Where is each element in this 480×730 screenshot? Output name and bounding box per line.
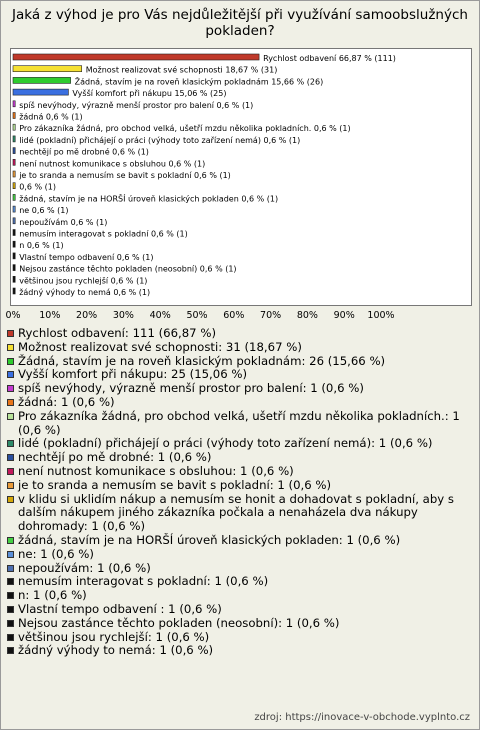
legend-label: Rychlost odbavení: 111 (66,87 %) xyxy=(18,326,217,340)
bar-label-7: Pro zákazníka žádná, pro obchod velká, ušetří mzdu několika pokladních. 0,6 % (1) xyxy=(19,124,351,134)
bar-8 xyxy=(13,136,15,142)
x-axis xyxy=(0,310,480,324)
bar-label-2: Možnost realizovat své schopnosti 18,67 % (31) xyxy=(85,65,278,75)
legend-label: Vlastní tempo odbavení : 1 (0,6 %) xyxy=(18,601,222,616)
legend-label: žádný výhody to nemá: 1 (0,6 %) xyxy=(18,643,214,658)
legend-label: žádná: 1 (0,6 %) xyxy=(18,394,115,409)
x-tick-label: 60% xyxy=(223,310,245,321)
bar-4 xyxy=(13,89,68,95)
legend-label: n: 1 (0,6 %) xyxy=(18,588,87,603)
legend-item xyxy=(7,382,472,396)
legend-item xyxy=(7,603,472,617)
bar-5 xyxy=(13,101,15,107)
legend-label: spíš nevýhody, výrazně menší prostor pro balení: 1 (0,6 %) xyxy=(18,381,364,396)
legend-item xyxy=(7,341,472,355)
legend-label: je to sranda a nemusím se bavit s pokladní: 1 (0,6 %) xyxy=(18,477,332,492)
legend-item xyxy=(7,355,472,369)
legend-label: většinou jsou rychlejší: 1 (0,6 %) xyxy=(18,629,210,644)
bar-label-3: Žádná, stavím je na roveň klasickým pokladnám 15,66 % (26) xyxy=(74,77,324,87)
bar-13 xyxy=(13,194,15,200)
legend-label: Možnost realizovat své schopnosti: 31 (18,67 %) xyxy=(18,339,302,354)
bar-19 xyxy=(13,265,15,271)
legend-label: v klidu si uklidím nákup a nemusím se honit a dohadovat s pokladní, aby s dalším nákupem jiného zákazníka počkala a nenaházela dva nákupy dohromady: 1 (0,6 %) xyxy=(18,491,454,534)
bar-label-14: ne 0,6 % (1) xyxy=(19,206,69,216)
legend xyxy=(7,327,472,658)
legend-item xyxy=(7,589,472,603)
source-note: zdroj: https://inovace-v-obchode.vyplnto.cz xyxy=(254,712,470,723)
legend-label: Žádná, stavím je na roveň klasickým pokladnám: 26 (15,66 %) xyxy=(18,353,386,368)
legend-item xyxy=(7,451,472,465)
bar-label-1: Rychlost odbavení 66,87 % (111) xyxy=(263,54,396,63)
bar-label-20: většinou jsou rychlejší 0,6 % (1) xyxy=(19,276,148,286)
bar-18 xyxy=(13,253,15,259)
bar-20 xyxy=(13,276,15,282)
bar-label-6: žádná 0,6 % (1) xyxy=(19,112,83,122)
bar-label-21: žádný výhody to nemá 0,6 % (1) xyxy=(19,288,151,297)
legend-swatch xyxy=(7,537,14,544)
legend-label: lidé (pokladní) přichájejí o práci (výhody toto zařízení nemá): 1 (0,6 %) xyxy=(18,436,433,451)
legend-swatch xyxy=(7,592,14,599)
legend-swatch xyxy=(7,358,14,365)
legend-swatch xyxy=(7,496,14,503)
bar-14 xyxy=(13,206,15,212)
bar-3 xyxy=(13,77,71,83)
legend-item xyxy=(7,534,472,548)
legend-swatch xyxy=(7,371,14,378)
legend-label: nemusím interagovat s pokladní: 1 (0,6 %) xyxy=(18,574,269,589)
x-tick-label: 80% xyxy=(296,310,318,321)
legend-item xyxy=(7,631,472,645)
legend-swatch xyxy=(7,620,14,627)
bar-17 xyxy=(13,241,15,247)
bar-label-9: nechtějí po mě drobné 0,6 % (1) xyxy=(19,147,149,157)
x-tick-label: 90% xyxy=(333,310,355,321)
bar-label-19: Nejsou zastánce těchto pokladen (neosobní) 0,6 % (1) xyxy=(19,264,237,274)
legend-item xyxy=(7,479,472,493)
legend-swatch xyxy=(7,330,14,337)
legend-swatch xyxy=(7,565,14,572)
legend-item xyxy=(7,437,472,451)
legend-item xyxy=(7,327,472,341)
legend-item xyxy=(7,493,472,534)
bar-label-18: Vlastní tempo odbavení 0,6 % (1) xyxy=(19,252,154,262)
bar-11 xyxy=(13,171,15,177)
bar-label-5: spíš nevýhody, výrazně menší prostor pro balení 0,6 % (1) xyxy=(19,100,254,110)
bar-label-4: Vyšší komfort při nákupu 15,06 % (25) xyxy=(72,89,227,99)
bar-16 xyxy=(13,230,15,236)
bar-label-12: 0,6 % (1) xyxy=(19,182,56,192)
legend-label: není nutnost komunikace s obsluhou: 1 (0,6 %) xyxy=(18,463,294,478)
bar-15 xyxy=(13,218,15,224)
bar-7 xyxy=(13,124,15,130)
legend-item xyxy=(7,368,472,382)
legend-item xyxy=(7,465,472,479)
x-tick-label: 10% xyxy=(39,310,61,321)
legend-swatch xyxy=(7,578,14,585)
x-tick-label: 100% xyxy=(367,310,395,321)
bar-label-13: žádná, stavím je na HORŠÍ úroveň klasických pokladen 0,6 % (1) xyxy=(19,194,279,204)
legend-swatch xyxy=(7,634,14,641)
legend-label: Vyšší komfort při nákupu: 25 (15,06 %) xyxy=(18,367,248,382)
bar-label-11: je to sranda a nemusím se bavit s pokladní 0,6 % (1) xyxy=(19,171,231,180)
bar-10 xyxy=(13,159,15,165)
legend-swatch xyxy=(7,385,14,392)
legend-swatch xyxy=(7,606,14,613)
legend-swatch xyxy=(7,482,14,489)
bar-2 xyxy=(13,66,82,72)
legend-swatch xyxy=(7,440,14,447)
legend-swatch xyxy=(7,647,14,654)
bars-svg xyxy=(11,49,471,305)
bar-9 xyxy=(13,148,15,154)
bar-label-17: n 0,6 % (1) xyxy=(19,241,64,251)
legend-item xyxy=(7,410,472,438)
legend-item xyxy=(7,396,472,410)
legend-label: Nejsou zastánce těchto pokladen (neosobní): 1 (0,6 %) xyxy=(18,615,340,630)
legend-label: Pro zákazníka žádná, pro obchod velká, ušetří mzdu několika pokladních.: 1 (0,6 %) xyxy=(18,408,460,437)
bar-label-16: nemusím interagovat s pokladní 0,6 % (1) xyxy=(19,229,188,239)
chart-title: Jaká z výhod je pro Vás nejdůležitější při využívání samoobslužných pokladen? xyxy=(12,7,468,39)
bar-label-10: není nutnost komunikace s obsluhou 0,6 % (1) xyxy=(19,159,206,169)
bar-6 xyxy=(13,113,15,119)
x-tick-label: 30% xyxy=(112,310,134,321)
legend-item xyxy=(7,644,472,658)
x-tick-label: 50% xyxy=(186,310,208,321)
legend-label: nepoužívám: 1 (0,6 %) xyxy=(18,560,151,575)
legend-swatch xyxy=(7,344,14,351)
legend-label: žádná, stavím je na HORŠÍ úroveň klasických pokladen: 1 (0,6 %) xyxy=(18,532,401,547)
legend-item xyxy=(7,617,472,631)
legend-label: ne: 1 (0,6 %) xyxy=(18,546,94,561)
legend-label: nechtějí po mě drobné: 1 (0,6 %) xyxy=(18,450,212,465)
x-tick-label: 0% xyxy=(5,310,21,321)
x-tick-label: 20% xyxy=(76,310,98,321)
legend-swatch xyxy=(7,399,14,406)
legend-swatch xyxy=(7,551,14,558)
legend-swatch xyxy=(7,413,14,420)
plot-area xyxy=(10,48,472,306)
x-tick-label: 40% xyxy=(149,310,171,321)
legend-item xyxy=(7,562,472,576)
bar-12 xyxy=(13,183,15,189)
bar-label-15: nepoužívám 0,6 % (1) xyxy=(19,217,108,227)
x-tick-label: 70% xyxy=(260,310,282,321)
legend-item xyxy=(7,575,472,589)
bar-label-8: lidé (pokladní) přichájejí o práci (výhody toto zařízení nemá) 0,6 % (1) xyxy=(19,135,301,145)
legend-swatch xyxy=(7,468,14,475)
bar-1 xyxy=(13,54,259,60)
bar-21 xyxy=(13,288,15,294)
legend-item xyxy=(7,548,472,562)
legend-swatch xyxy=(7,454,14,461)
